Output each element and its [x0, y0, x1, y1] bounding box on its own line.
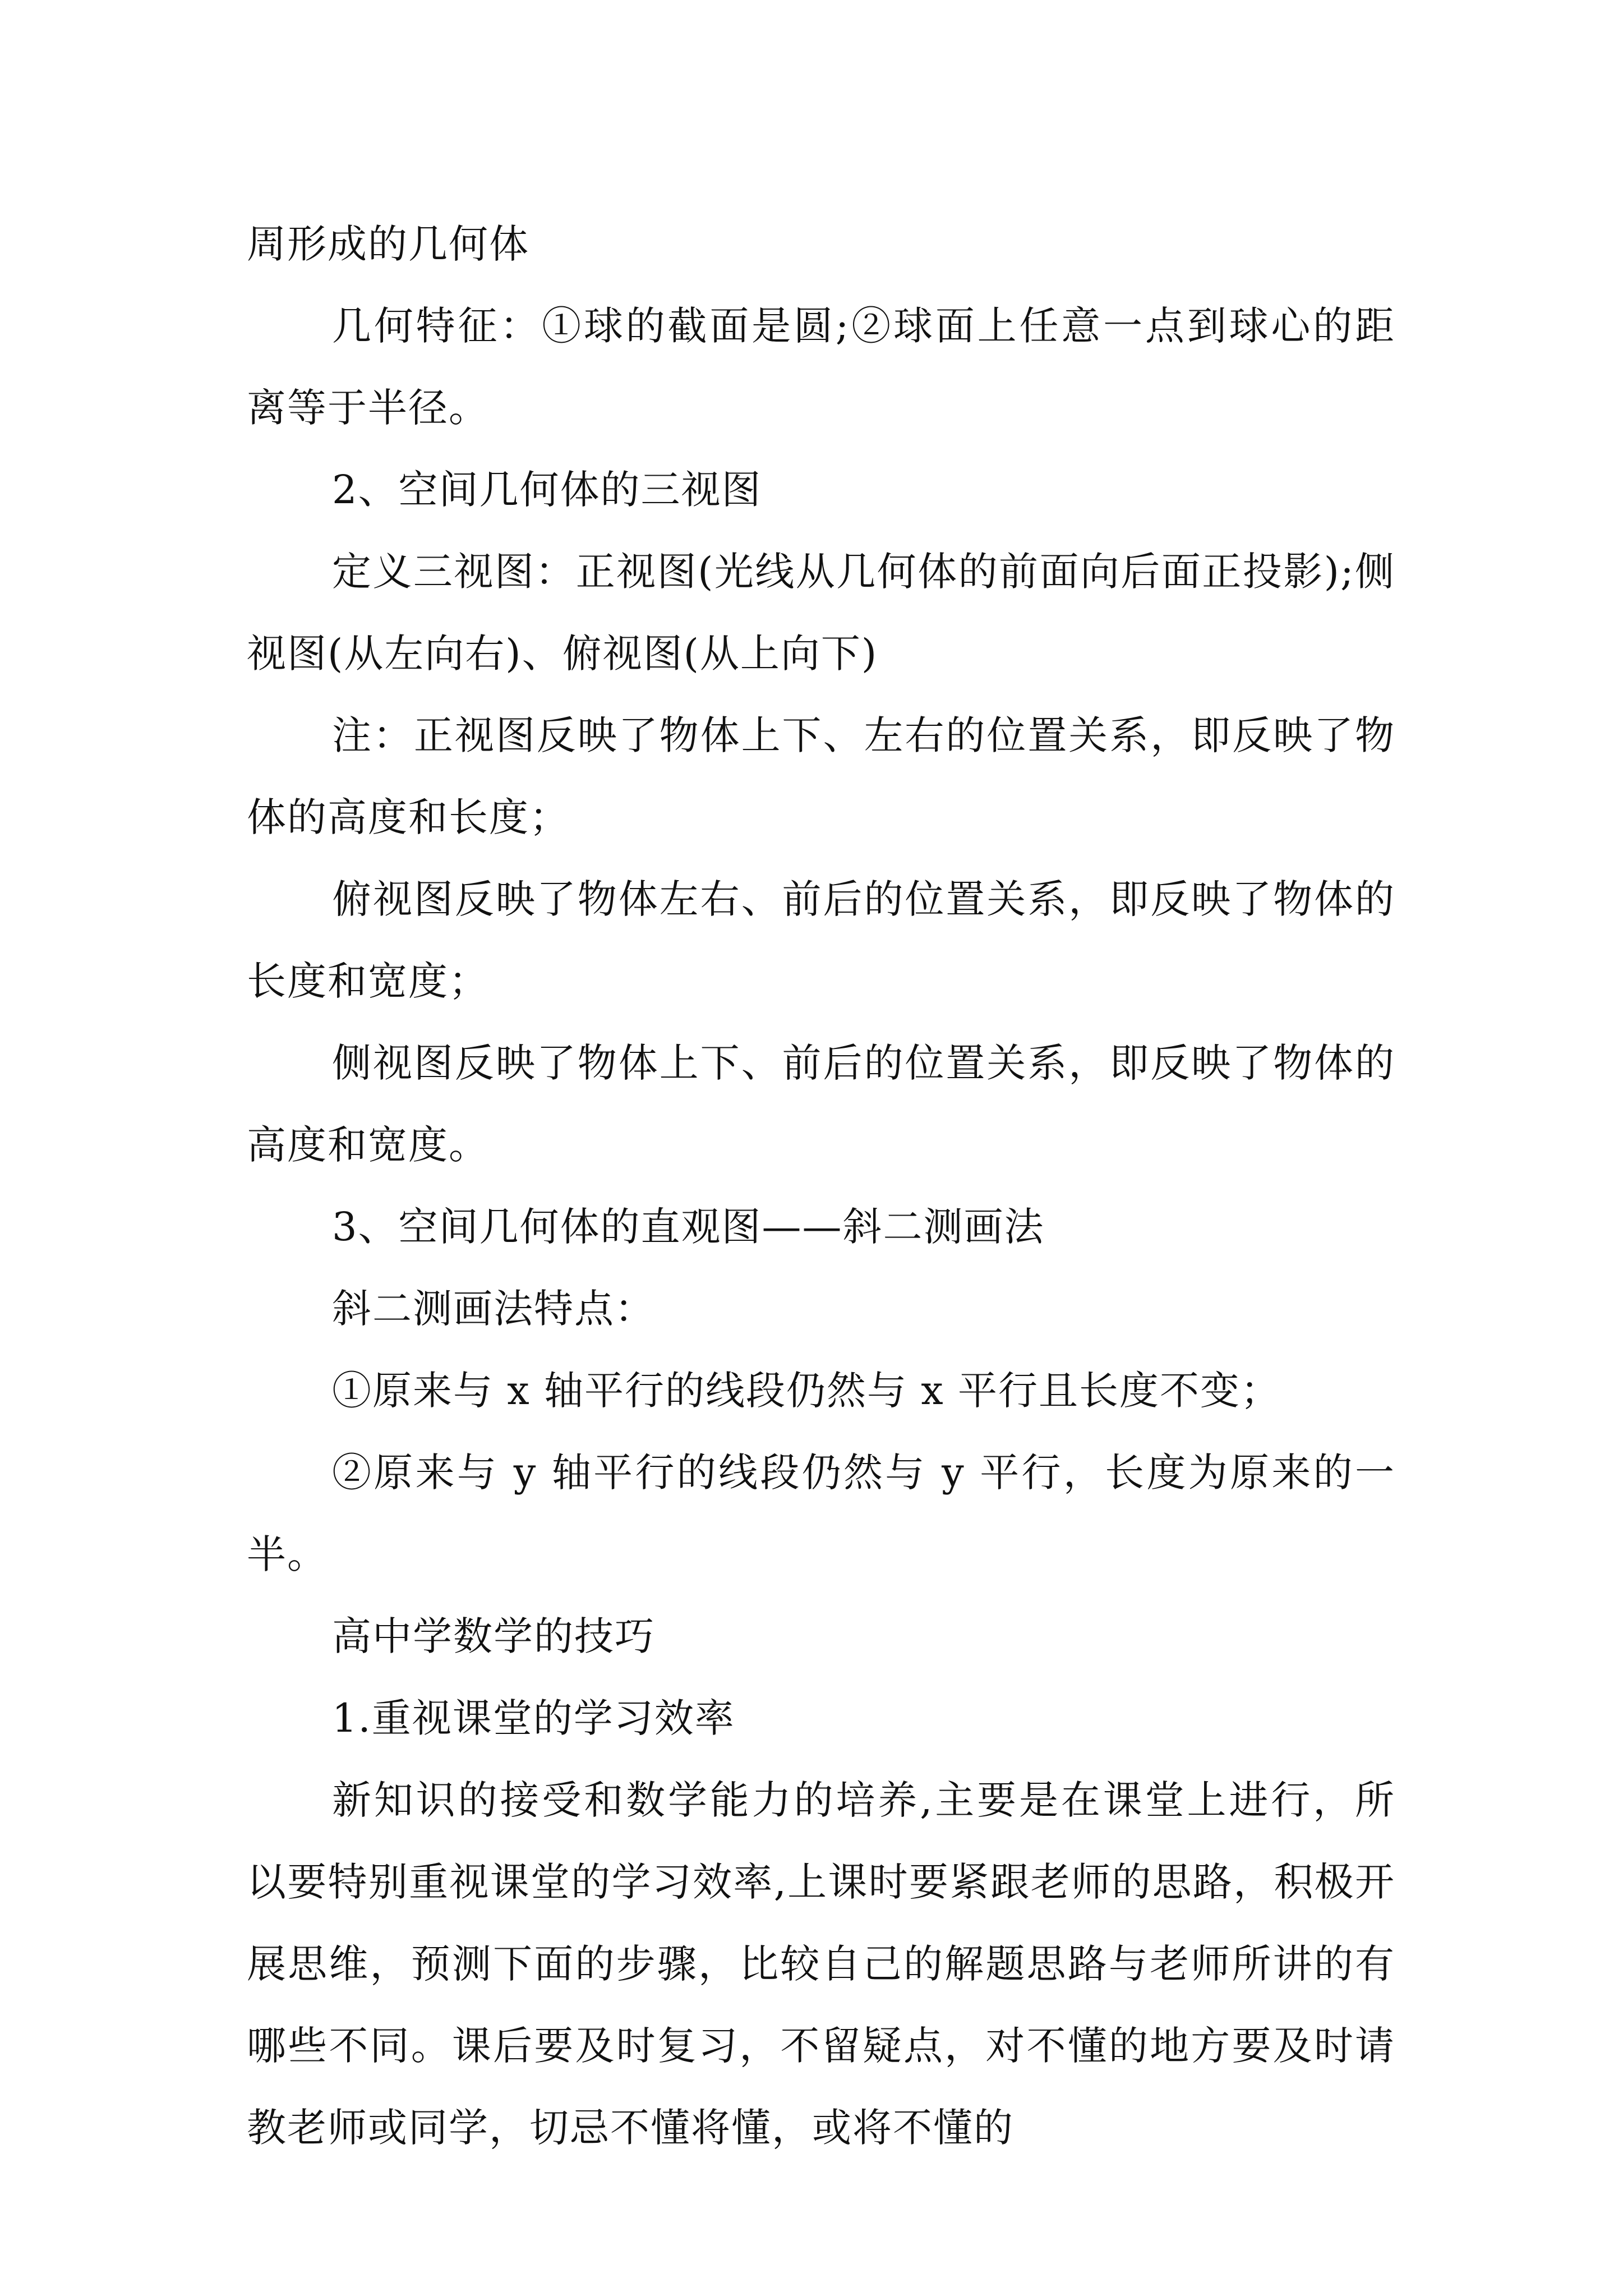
paragraph-side-view-note: 侧视图反映了物体上下、前后的位置关系，即反映了物体的高度和宽度。: [247, 1040, 1395, 1168]
document-body: [247, 203, 1395, 2169]
heading-oblique-drawing: 3、空间几何体的直观图——斜二测画法: [332, 1204, 1045, 1250]
paragraph-continuation: 周形成的几何体: [247, 221, 529, 267]
paragraph-oblique-features: 斜二测画法特点：: [332, 1286, 655, 1332]
paragraph-classroom-efficiency: 新知识的接受和数学能力的培养,主要是在课堂上进行，所以要特别重视课堂的学习效率,上课时要紧跟老师的思路，积极开展思维，预测下面的步骤，比较自己的解题思路与老师所讲的有哪些不同。课后要及时复习，不留疑点，对不懂的地方要及时请教老师或同学，切忌不懂将懂，或将不懂的: [247, 1777, 1395, 2151]
paragraph-three-views-definition: 定义三视图：正视图(光线从几何体的前面向后面正投影);侧视图(从左向右)、俯视图(从上向下): [247, 549, 1395, 677]
paragraph-top-view-note: 俯视图反映了物体左右、前后的位置关系，即反映了物体的长度和宽度；: [247, 876, 1395, 1004]
heading-three-views: 2、空间几何体的三视图: [332, 467, 762, 513]
heading-math-tips: 高中学数学的技巧: [332, 1613, 655, 1659]
subheading-classroom-efficiency: 1.重视课堂的学习效率: [332, 1695, 735, 1741]
list-item-y-axis-rule: ②原来与 y 轴平行的线段仍然与 y 平行，长度为原来的一半。: [247, 1450, 1395, 1577]
paragraph-front-view-note: 注：正视图反映了物体上下、左右的位置关系，即反映了物体的高度和长度；: [247, 712, 1395, 840]
paragraph-sphere-features: 几何特征：①球的截面是圆;②球面上任意一点到球心的距离等于半径。: [247, 303, 1395, 431]
list-item-x-axis-rule: ①原来与 x 轴平行的线段仍然与 x 平行且长度不变；: [332, 1368, 1281, 1414]
